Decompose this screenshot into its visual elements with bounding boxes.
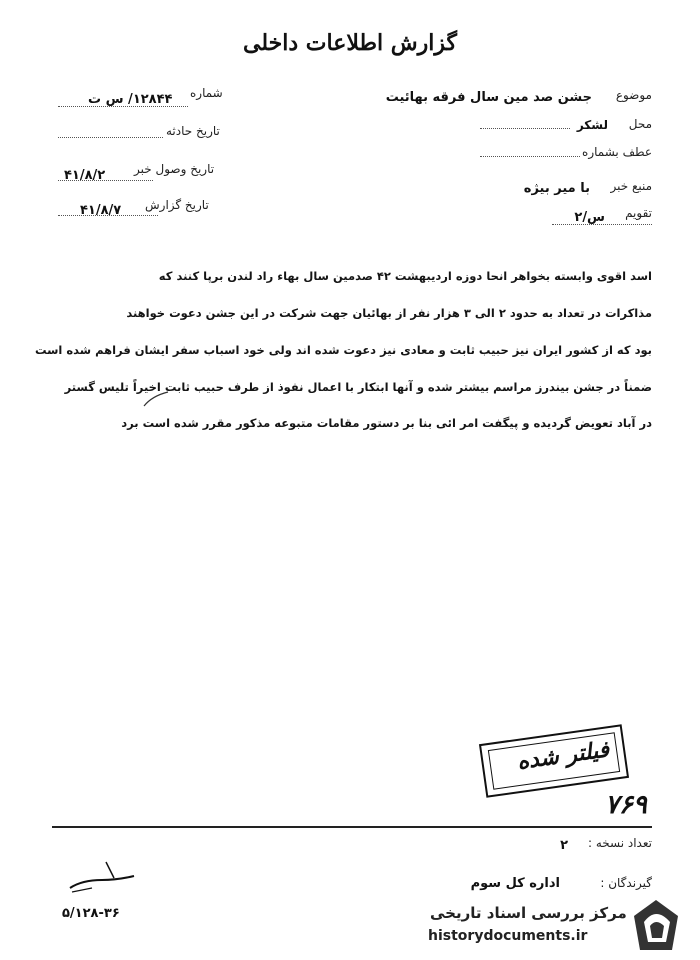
source-label: منبع خبر: [610, 179, 652, 193]
archive-logo-icon: [628, 896, 684, 954]
watermark-title: مرکز بررسی اسناد تاریخی: [430, 904, 627, 922]
received-date-label: تاریخ وصول خبر: [134, 162, 215, 176]
page-number: ۷۶۹: [605, 790, 647, 820]
reference-dots: [480, 156, 580, 157]
received-date-dots: [58, 180, 153, 181]
footer-rule: [52, 826, 652, 828]
body-line-1: اسد اقوی وابسته بخواهر انحا دوزه اردیبهشت ۴۲ صدمین سال بهاء راد لندن برپا کنند که: [158, 269, 652, 283]
report-date-label: تاریخ گزارش: [145, 198, 209, 212]
evaluation-value: س/۲: [574, 210, 605, 225]
evaluation-dots: [552, 224, 652, 225]
body-line-2: مذاکرات در تعداد به حدود ۲ الی ۳ هزار نفر از بهائیان جهت شرکت در این جشن دعوت خواهند: [126, 306, 652, 320]
document-code: ۵/۱۲۸-۳۶: [62, 906, 120, 921]
stamp-text: فیلتر شده: [515, 736, 611, 775]
tick-mark: [142, 390, 172, 410]
location-dots: [480, 128, 570, 129]
body-line-5: در آباد تعویض گردیده و پیگفت امر ائی بنا بر دستور مقامات متبوعه مذکور مقرر شده است برد: [121, 416, 652, 430]
number-label: شماره: [190, 86, 223, 100]
signature: [62, 858, 142, 898]
evaluation-label: تقویم: [625, 206, 652, 220]
body-line-4: ضمناً در جشن بیندرز مراسم بیشتر شده و آنها ابتکار با اعمال نفوذ از طرف حبیب ثابت اخیراً تلیس گستر: [64, 380, 652, 394]
copies-value: ۲: [560, 838, 568, 853]
report-date-value: ۴۱/۸/۷: [80, 203, 122, 218]
copies-label: تعداد نسخه :: [587, 836, 652, 850]
source-value: با میر بیژه: [523, 181, 590, 196]
reference-label: عطف بشماره: [582, 145, 652, 159]
incident-date-label: تاریخ حادثه: [166, 124, 220, 138]
filing-stamp: [479, 724, 629, 798]
received-date-value: ۴۱/۸/۲: [64, 168, 106, 183]
incident-date-dots: [58, 137, 163, 138]
report-title: گزارش اطلاعات داخلی: [243, 30, 457, 56]
location-value: لشکر: [576, 118, 608, 132]
subject-label: موضوع: [615, 88, 652, 102]
watermark-site: historydocuments.ir: [428, 928, 588, 944]
number-value: ۱۲۸۴۴/ س ت: [88, 92, 173, 107]
subject-value: جشن صد مین سال فرقه بهائیت: [385, 90, 592, 105]
recipients-label: گیرندگان :: [600, 876, 652, 890]
recipients-value: اداره کل سوم: [470, 876, 560, 891]
number-dots: [58, 106, 188, 107]
report-date-dots: [58, 215, 158, 216]
location-label: محل: [628, 117, 652, 131]
body-line-3: بود که از کشور ایران نیز حبیب ثابت و معادی نیز دعوت شده اند ولی خود اسباب سفر ایشان فراهم شده است: [34, 343, 652, 357]
